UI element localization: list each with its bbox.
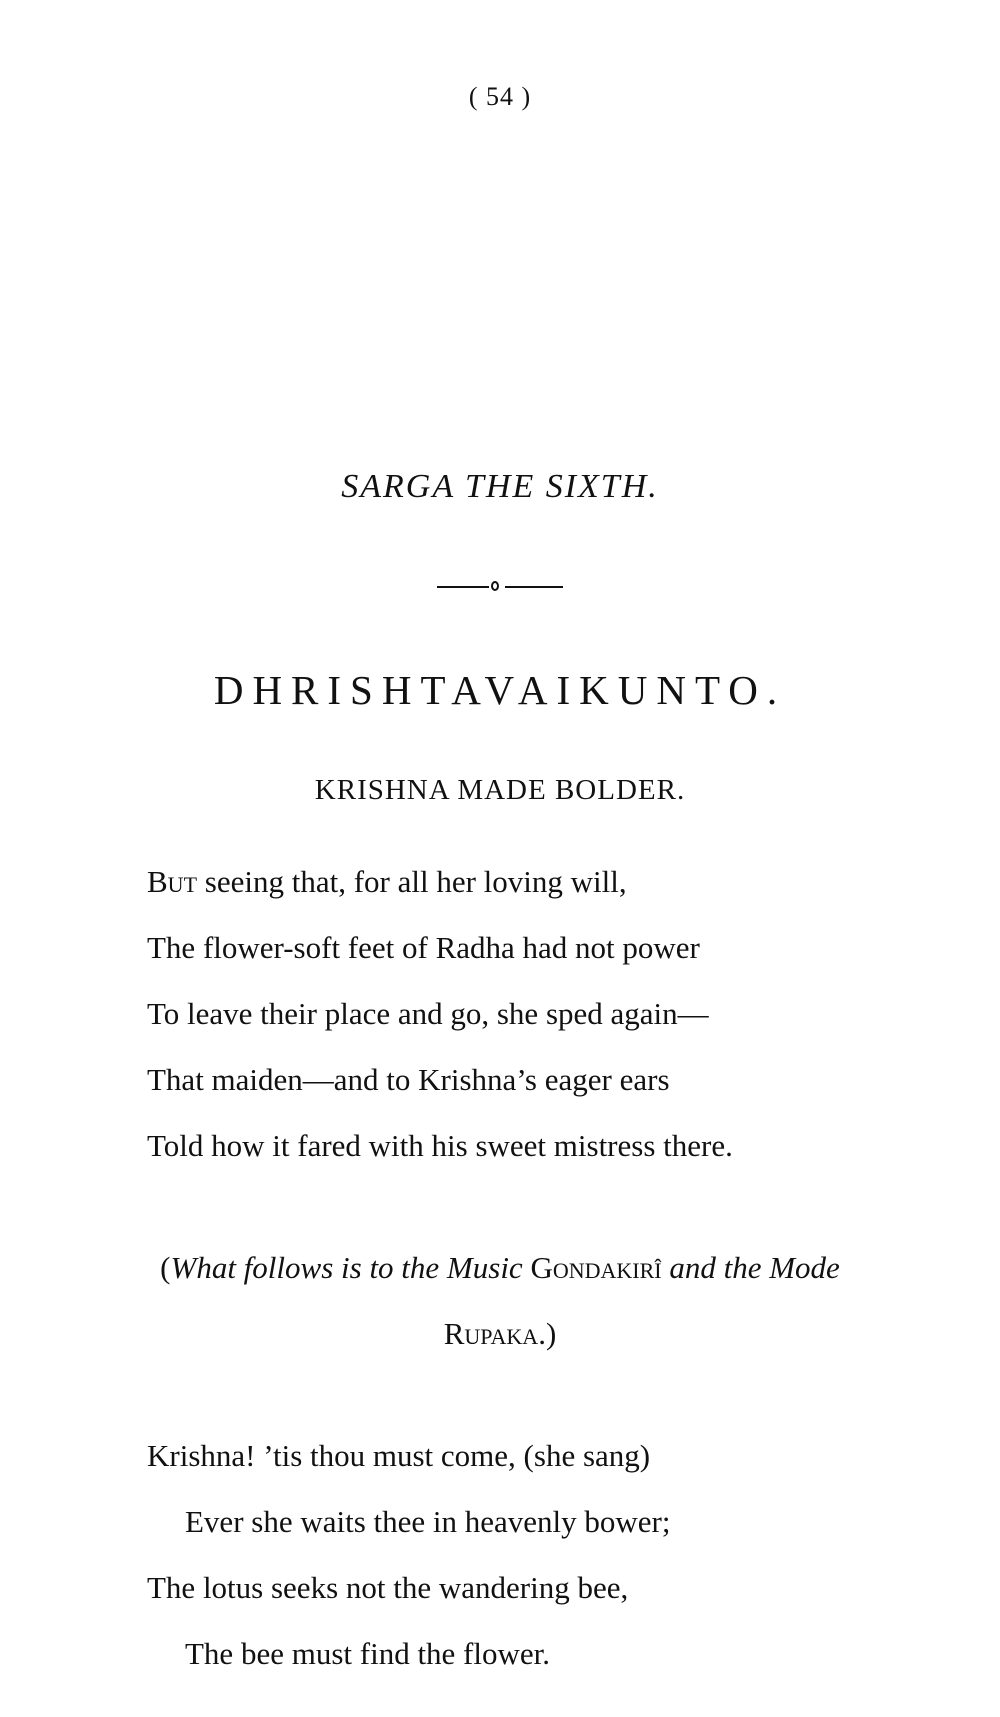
verse-line-5: Told how it fared with his sweet mistress there. — [147, 1128, 733, 1163]
verse-line-2: The flower-soft feet of Radha had not power — [147, 930, 700, 965]
music-name: Gondakirî — [530, 1250, 662, 1285]
song-line-4: The bee must find the flower. — [185, 1636, 551, 1671]
ornament-bar-right — [505, 586, 563, 588]
ornament-bar-left — [437, 586, 489, 588]
verse-line-4: That maiden—and to Krishna’s eager ears — [147, 1062, 670, 1097]
music-direction-line-1: (What follows is to the Music Gondakirî and the Mode — [160, 1250, 840, 1285]
music-direction-line-2: Rupaka.) — [443, 1316, 557, 1351]
song-line-3: The lotus seeks not the wandering bee, — [147, 1570, 629, 1605]
ornament-divider — [437, 580, 563, 594]
song-line-2: Ever she waits thee in heavenly bower; — [185, 1504, 671, 1539]
verse-line-1-text: seeing that, for all her loving will, — [197, 864, 627, 899]
music-direction-text-1: What follows is to the Music — [170, 1250, 523, 1285]
music-direction-text-2: and the Mode — [669, 1250, 840, 1285]
verse-line-3: To leave their place and go, she sped again— — [147, 996, 709, 1031]
mode-name: Rupaka — [443, 1316, 539, 1351]
verse-dropcap-word: But — [147, 864, 198, 899]
song-line-1: Krishna! ’tis thou must come, (she sang) — [147, 1438, 651, 1473]
verse-line-1 — [147, 864, 627, 900]
sarga-heading: SARGA THE SIXTH. — [341, 468, 659, 505]
chapter-subtitle: KRISHNA MADE BOLDER. — [314, 774, 686, 806]
ornament-circle — [491, 581, 499, 591]
page-number: ( 54 ) — [468, 82, 532, 111]
chapter-title: DHRISHTAVAIKUNTO. — [213, 667, 787, 713]
